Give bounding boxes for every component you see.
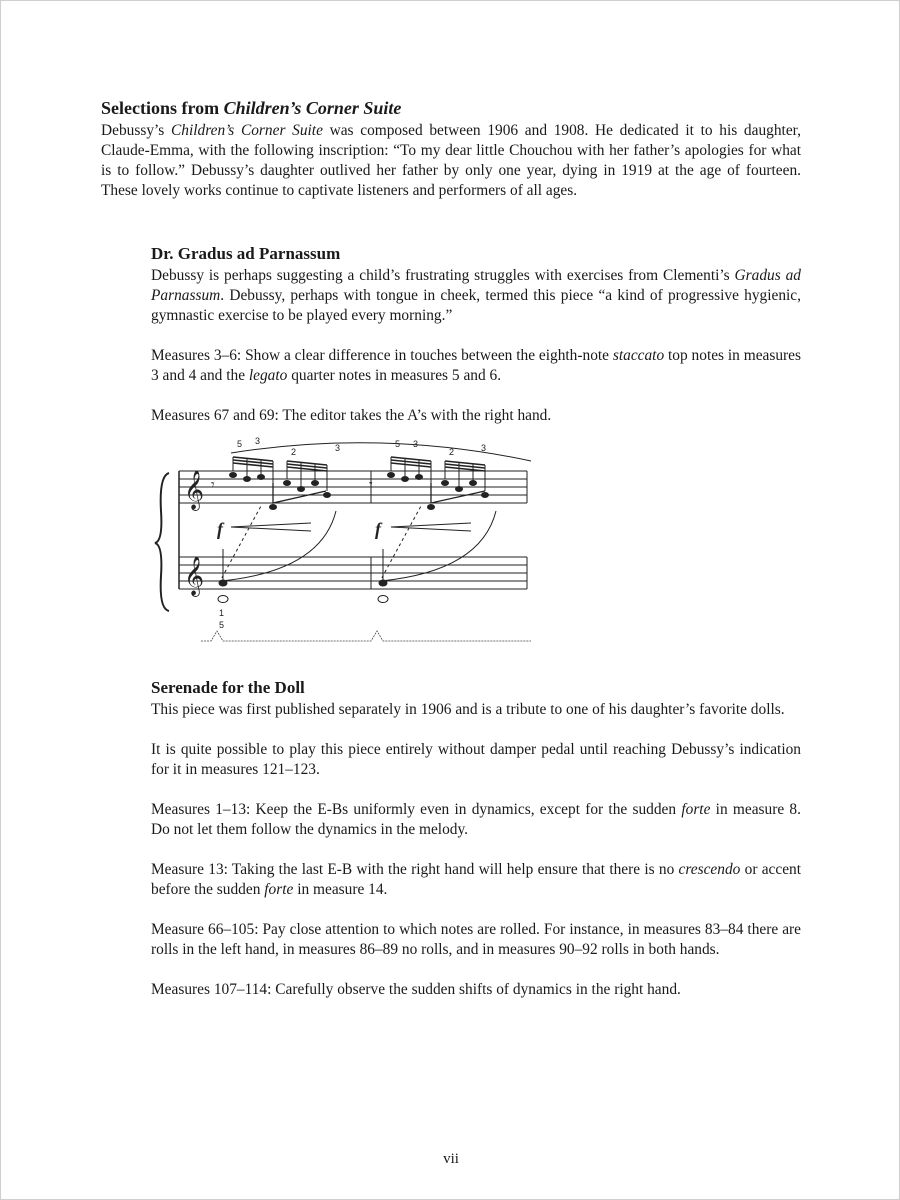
serenade-paragraph-6: Measures 107–114: Carefully observe the sudden shifts of dynamics in the right hand. <box>151 981 681 998</box>
dynamic-forte-2: f <box>375 519 381 539</box>
svg-text:𝄾: 𝄾 <box>211 477 215 493</box>
dynamic-forte-1: f <box>217 519 223 539</box>
fingering: 5 <box>219 620 225 630</box>
bass-staff <box>179 557 527 589</box>
intro-paragraph: Debussy’s Children’s Corner Suite was composed between 1906 and 1908. He dedicated it to his daughter, Claude-Emma, with the following inscription: “To my dear little Chouchou with her father’s apologies for what is to follow.” Debussy’s daughter outlived her father by only one year, dying in 1919 at the age of fourteen. These lovely works continue to captivate listeners and performers of all ages. <box>101 122 802 199</box>
gradus-heading: Dr. Gradus ad Parnassum <box>151 244 341 263</box>
grand-staff-brace <box>155 473 169 611</box>
serenade-paragraph-5: Measure 66–105: Pay close attention to which notes are rolled. For instance, in measures 83–84 there are rolls in the left hand, in measures 86–89 no rolls, and in measures 90–92 rolls in both hands. <box>151 921 801 958</box>
serenade-paragraph-1: This piece was first published separately in 1906 and is a tribute to one of his daughter’s favorite dolls. <box>151 701 785 718</box>
section-heading: Selections from Children’s Corner Suite <box>101 98 402 118</box>
fingering: 3 <box>255 436 261 446</box>
serenade-paragraph-3: Measures 1–13: Keep the E-Bs uniformly even in dynamics, except for the sudden forte in measure 8. Do not let them follow the dynamics in the melody. <box>151 801 801 838</box>
beam-group-3 <box>391 457 431 467</box>
gradus-paragraph-1: Debussy is perhaps suggesting a child’s frustrating struggles with exercises from Clementi’s Gradus ad Parnassum. Debussy, perhaps with tongue in cheek, termed this piece “a kind of progressive hygienic, gymnastic exercise to be played every morning.” <box>151 267 801 324</box>
fingering: 1 <box>219 608 225 618</box>
hairpin-1 <box>231 523 311 531</box>
fingering: 5 <box>395 439 401 449</box>
cross-slur-2 <box>381 511 496 581</box>
beam-group-4 <box>445 461 485 471</box>
svg-text:𝄾: 𝄾 <box>369 477 373 493</box>
cross-slur-1 <box>221 511 336 581</box>
fingering: 2 <box>449 447 455 457</box>
serenade-section <box>151 677 801 1000</box>
fingering: 3 <box>413 439 419 449</box>
intro-section <box>101 97 801 201</box>
serenade-paragraph-2: It is quite possible to play this piece entirely without damper pedal until reaching Debussy’s indication for it in measures 121–123. <box>151 741 801 778</box>
fingering: 3 <box>335 443 341 453</box>
beam-group-2 <box>287 461 327 471</box>
serenade-paragraph-4: Measure 13: Taking the last E-B with the right hand will help ensure that there is no crescendo or accent before the sudden forte in measure 14. <box>151 861 801 898</box>
serenade-heading: Serenade for the Doll <box>151 678 305 697</box>
gradus-section <box>151 243 801 426</box>
gradus-paragraph-3: Measures 67 and 69: The editor takes the A’s with the right hand. <box>151 407 552 424</box>
hairpin-2 <box>391 523 471 531</box>
page-number: vii <box>443 1151 459 1167</box>
treble-clef-lower: 𝄞 <box>184 556 205 596</box>
fingering: 5 <box>237 439 243 449</box>
gradus-paragraph-2: Measures 3–6: Show a clear difference in touches between the eighth-note staccato top notes in measures 3 and 4 and the legato quarter notes in measures 5 and 6. <box>151 347 801 384</box>
music-example <box>151 431 541 646</box>
treble-clef: 𝄞 <box>184 470 205 510</box>
pedal-line <box>201 631 531 641</box>
fingering: 2 <box>291 447 297 457</box>
beam-group-1 <box>233 457 273 467</box>
fingering: 3 <box>481 443 487 453</box>
